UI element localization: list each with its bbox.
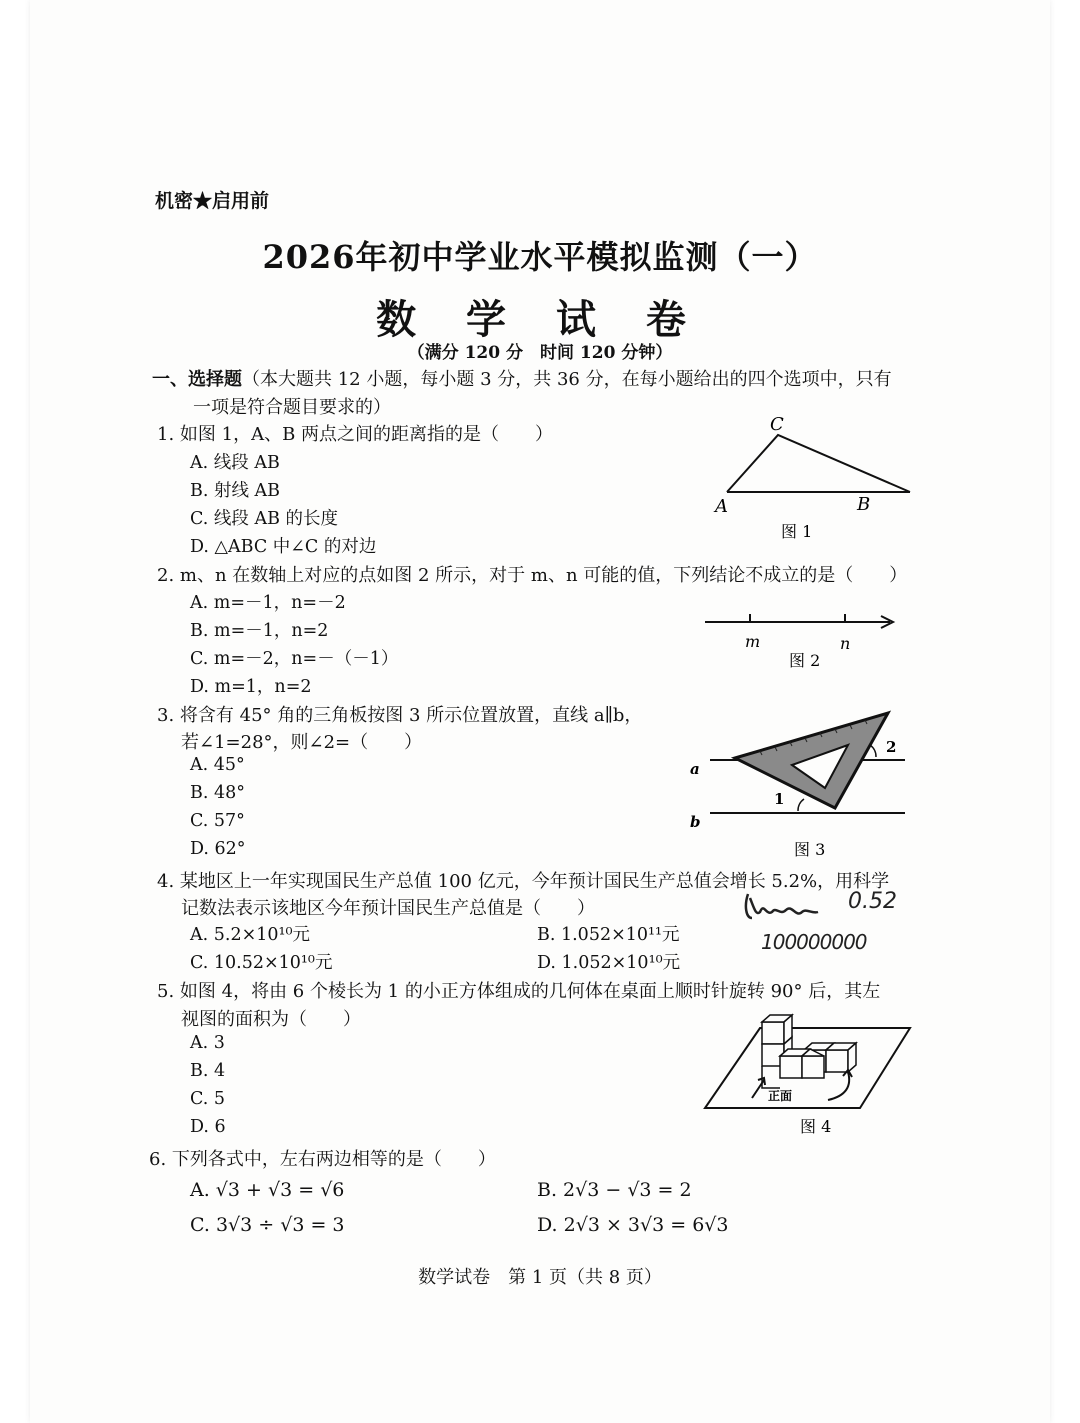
exam-title: 2026年初中学业水平模拟监测（一） xyxy=(262,238,818,276)
q6-stem: 6. 下列各式中，左右两边相等的是（ ） xyxy=(149,1149,496,1170)
fig3-label-a: a xyxy=(690,760,700,778)
q6-option-d: D. 2√3 × 3√3 = 6√3 xyxy=(537,1214,729,1236)
q4-stem-line2: 记数法表示该地区今年预计国民生产总值是（ ） xyxy=(181,898,595,919)
q6-option-b: B. 2√3 − √3 = 2 xyxy=(537,1179,692,1201)
fig2-label-m: m xyxy=(745,632,761,651)
q4-option-c: C. 10.52×10¹⁰元 xyxy=(190,953,333,973)
q1-option-d: D. △ABC 中∠C 的对边 xyxy=(190,537,377,557)
q2-option-d: D. m=1，n=2 xyxy=(190,677,312,697)
q5-stem-line1: 5. 如图 4，将由 6 个棱长为 1 的小正方体组成的几何体在桌面上顺时针旋转 90° 后，其左 xyxy=(157,981,881,1002)
handwritten-note-bottom: 100000000 xyxy=(761,930,867,954)
q3-option-d: D. 62° xyxy=(190,839,246,859)
section-heading xyxy=(152,365,892,391)
section-desc-line2: 一项是符合题目要求的） xyxy=(193,397,391,418)
q3-option-a: A. 45° xyxy=(190,755,245,775)
q3-stem-line2: 若∠1=28°，则∠2=（ ） xyxy=(181,732,423,753)
figure-2-number-line xyxy=(695,600,905,675)
q5-option-d: D. 6 xyxy=(190,1117,226,1137)
q1-option-b: B. 射线 AB xyxy=(190,481,281,501)
q6-option-a: A. √3 + √3 = √6 xyxy=(190,1179,345,1201)
handwritten-note-top: 0.52 xyxy=(848,889,897,914)
q5-option-c: C. 5 xyxy=(190,1089,226,1109)
q3-stem-line1: 3. 将含有 45° 角的三角板按图 3 所示位置放置，直线 a∥b， xyxy=(157,705,643,726)
q3-option-c: C. 57° xyxy=(190,811,245,831)
fig2-caption: 图 2 xyxy=(789,651,821,670)
q2-option-b: B. m=－1，n=2 xyxy=(190,621,329,641)
subject-title: 数 学 试 卷 xyxy=(376,296,704,343)
q5-option-b: B. 4 xyxy=(190,1061,226,1081)
fig2-label-n: n xyxy=(840,634,851,653)
fig3-label-2: 2 xyxy=(886,738,897,756)
figure-3-set-square xyxy=(680,705,910,865)
q5-stem-line2: 视图的面积为（ ） xyxy=(181,1009,361,1030)
fig4-caption: 图 4 xyxy=(800,1117,832,1136)
q5-option-a: A. 3 xyxy=(190,1033,225,1053)
section-desc-line1: （本大题共 12 小题，每小题 3 分，共 36 分，在每小题给出的四个选项中，只有 xyxy=(242,369,892,390)
q1-stem: 1. 如图 1，A、B 两点之间的距离指的是（ ） xyxy=(157,424,554,445)
fig3-label-b: b xyxy=(690,813,701,831)
q6-option-c: C. 3√3 ÷ √3 = 3 xyxy=(190,1214,345,1236)
fig1-caption: 图 1 xyxy=(781,522,813,541)
fig4-label-front: 正面 xyxy=(768,1089,793,1103)
q3-option-b: B. 48° xyxy=(190,783,246,803)
fig1-label-c: C xyxy=(770,414,784,435)
fig1-label-b: B xyxy=(857,494,871,515)
section-label: 一、选择题 xyxy=(152,369,242,390)
q4-option-a: A. 5.2×10¹⁰元 xyxy=(190,925,311,945)
fig3-label-1: 1 xyxy=(774,790,785,808)
confidential-label: 机密★启用前 xyxy=(155,190,270,212)
q4-stem-line1: 4. 某地区上一年实现国民生产总值 100 亿元，今年预计国民生产总值会增长 5.2%，用科学 xyxy=(157,871,890,892)
q4-option-d: D. 1.052×10¹⁰元 xyxy=(537,953,681,973)
q2-option-a: A. m=－1，n=－2 xyxy=(190,593,346,613)
q4-option-b: B. 1.052×10¹¹元 xyxy=(537,925,680,945)
q1-option-a: A. 线段 AB xyxy=(190,453,280,473)
fig1-label-a: A xyxy=(715,496,728,517)
q1-option-c: C. 线段 AB 的长度 xyxy=(190,509,339,529)
exam-info: （满分 120 分 时间 120 分钟） xyxy=(407,343,673,363)
page-footer: 数学试卷 第 1 页（共 8 页） xyxy=(418,1267,662,1288)
fig3-caption: 图 3 xyxy=(794,840,826,859)
q2-stem: 2. m、n 在数轴上对应的点如图 2 所示，对于 m、n 可能的值，下列结论不成立的是（ ） xyxy=(157,565,908,586)
figure-1-triangle xyxy=(690,410,920,550)
figure-4-cube-stack xyxy=(700,1010,915,1140)
q2-option-c: C. m=－2，n=－（－1） xyxy=(190,649,399,669)
